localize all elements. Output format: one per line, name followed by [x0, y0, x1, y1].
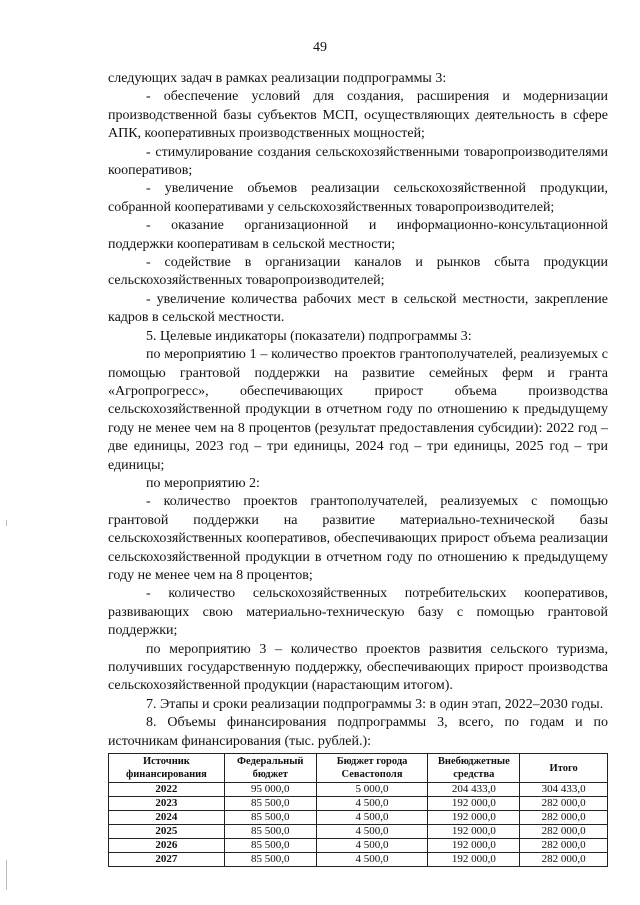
table-row [109, 811, 608, 825]
table-cell: 192 000,0 [428, 853, 520, 867]
table-body [109, 783, 608, 867]
scan-edge-mark [6, 860, 7, 890]
paragraph: - обеспечение условий для создания, расширения и модернизации производственной базы субъектов МСП, осуществляющих деятельность в сфере АПК, кооперативных производственных мощностей; [108, 89, 608, 142]
table-header-row [109, 754, 608, 783]
paragraph-list [108, 70, 608, 751]
table-cell: 85 500,0 [224, 811, 316, 825]
paragraph: - увеличение количества рабочих мест в сельской местности, закрепление кадров в сельской местности. [108, 291, 608, 326]
table-cell: 4 500,0 [316, 825, 428, 839]
table-cell: 85 500,0 [224, 839, 316, 853]
table-row [109, 853, 608, 867]
table-year-cell: 2025 [109, 825, 225, 839]
paragraph: - количество сельскохозяйственных потребительских кооперативов, развивающих свою материально-техническую базу с помощью грантовой поддержки; [108, 586, 608, 639]
table-header-cell: Источник финансирования [109, 754, 225, 783]
table-row [109, 783, 608, 797]
paragraph: по мероприятию 2: [146, 475, 260, 491]
table-cell: 204 433,0 [428, 783, 520, 797]
document-body [108, 70, 608, 867]
table-cell: 85 500,0 [224, 797, 316, 811]
table-cell: 192 000,0 [428, 811, 520, 825]
table-cell: 192 000,0 [428, 797, 520, 811]
paragraph: - оказание организационной и информационно-консультационной поддержки кооперативам в сельской местности; [108, 218, 608, 252]
page-number: 49 [313, 40, 327, 55]
table-cell: 282 000,0 [520, 825, 608, 839]
table-cell: 282 000,0 [520, 811, 608, 825]
paragraph: по мероприятию 3 – количество проектов развития сельского туризма, получивших государственную поддержку, обеспечивающих прирост производства сельскохозяйственной продукции (нарастающим итогом). [108, 641, 608, 694]
table-year-cell: 2027 [109, 853, 225, 867]
table-cell: 4 500,0 [316, 797, 428, 811]
table-year-cell: 2022 [109, 783, 225, 797]
scan-edge-mark [6, 520, 7, 526]
table-year-cell: 2024 [109, 811, 225, 825]
paragraph: по мероприятию 1 – количество проектов грантополучателей, реализуемых с помощью грантовой поддержки на развитие семейных ферм и гранта «Агропрогресс», обеспечивающих прирост объема производства сельскохозяйственной продукции в отчетном году по отношению к предыдущему году не менее чем на 8 процентов (результат предоставления субсидии): 2022 год – две единицы, 2023 год – три единицы, 2024 год – три единицы, 2025 год – три единицы; [108, 347, 608, 473]
table-year-cell: 2026 [109, 839, 225, 853]
paragraph: - количество проектов грантополучателей, реализуемых с помощью грантовой поддержки на развитие материально-технической базы сельскохозяйственных кооперативов, обеспечивающих прирост объема реализации сельскохозяйственной продукции в отчетном году по отношению к предыдущему году не менее чем на 8 процентов; [108, 494, 608, 583]
table-cell: 282 000,0 [520, 839, 608, 853]
paragraph: - стимулирование создания сельскохозяйственными товаропроизводителями кооперативов; [108, 144, 608, 179]
table-cell: 5 000,0 [316, 783, 428, 797]
table-cell: 192 000,0 [428, 839, 520, 853]
table-cell: 282 000,0 [520, 853, 608, 867]
table-cell: 95 000,0 [224, 783, 316, 797]
table-cell: 4 500,0 [316, 853, 428, 867]
paragraph: - увеличение объемов реализации сельскохозяйственной продукции, собранной кооперативами у сельскохозяйственных товаропроизводителей; [108, 181, 608, 215]
table-header-cell: Внебюджетные средства [428, 754, 520, 783]
table-cell: 304 433,0 [520, 783, 608, 797]
table-row [109, 839, 608, 853]
table-cell: 85 500,0 [224, 853, 316, 867]
table-cell: 192 000,0 [428, 825, 520, 839]
paragraph: следующих задач в рамках реализации подпрограммы 3: [108, 71, 447, 86]
financing-table [108, 753, 608, 867]
paragraph: 5. Целевые индикаторы (показатели) подпрограммы 3: [146, 328, 472, 344]
table-cell: 4 500,0 [316, 839, 428, 853]
table-row [109, 825, 608, 839]
paragraph: 8. Объемы финансирования подпрограммы 3, всего, по годам и по источникам финансирования (тыс. рублей.): [108, 715, 608, 749]
table-cell: 4 500,0 [316, 811, 428, 825]
paragraph: 7. Этапы и сроки реализации подпрограммы 3: в один этап, 2022–2030 годы. [146, 696, 604, 712]
table-cell: 85 500,0 [224, 825, 316, 839]
table-header-cell: Федеральный бюджет [224, 754, 316, 783]
table-cell: 282 000,0 [520, 797, 608, 811]
table-header-cell: Бюджет города Севастополя [316, 754, 428, 783]
table-year-cell: 2023 [109, 797, 225, 811]
paragraph: - содействие в организации каналов и рынков сбыта продукции сельскохозяйственных товаропроизводителей; [108, 255, 608, 289]
table-row [109, 797, 608, 811]
table-header-cell: Итого [520, 754, 608, 783]
